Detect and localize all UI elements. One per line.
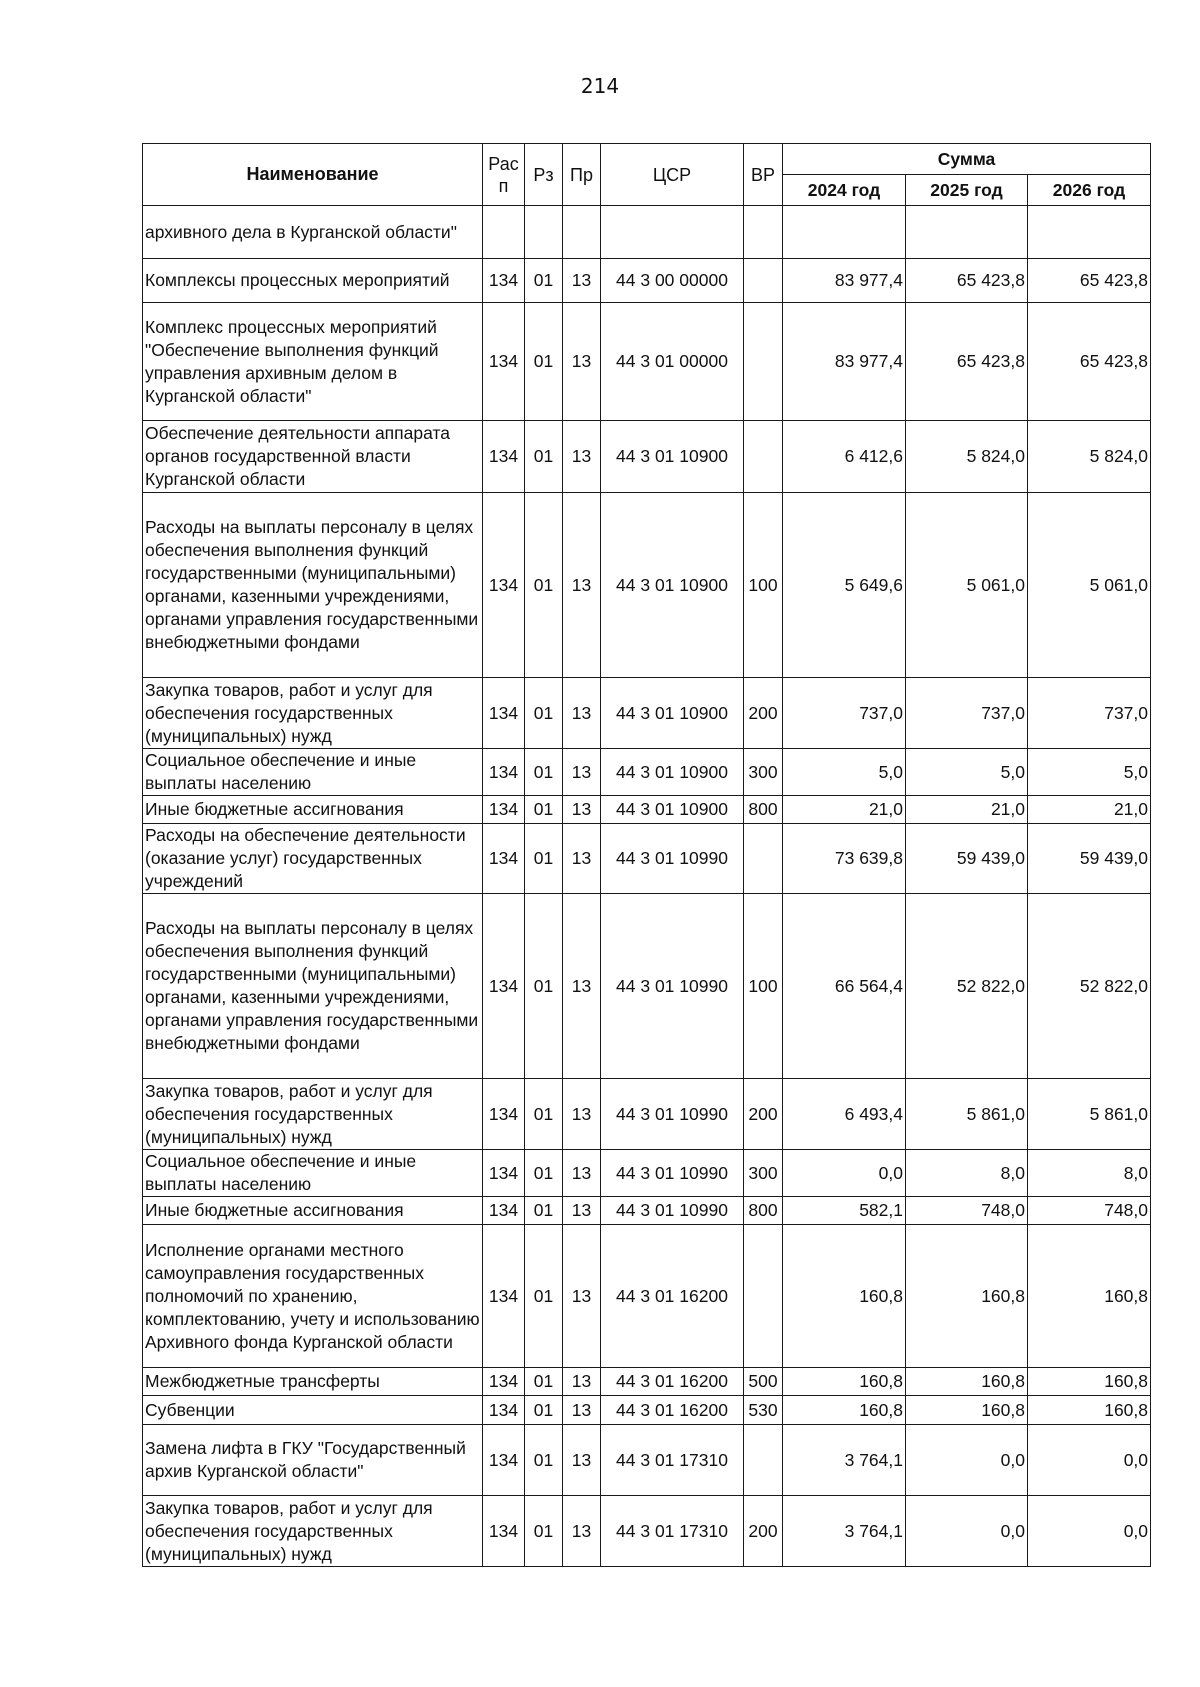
row-amount-2024: 3 764,1 (783, 1496, 906, 1567)
row-amount-2024: 83 977,4 (783, 303, 906, 421)
row-name: Исполнение органами местного самоуправления государственных полномочий по хранению, комплектованию, учету и использованию Архивного фонда Курганской области (143, 1225, 483, 1368)
row-amount-2025: 65 423,8 (906, 259, 1028, 303)
row-amount-2024: 21,0 (783, 796, 906, 824)
table-row (143, 493, 1151, 678)
row-csr: 44 3 00 00000 (601, 259, 744, 303)
row-pr: 13 (563, 1425, 601, 1496)
row-name: Обеспечение деятельности аппарата органов государственной власти Курганской области (143, 421, 483, 493)
row-amount-2025: 160,8 (906, 1368, 1028, 1396)
row-rz: 01 (525, 678, 563, 749)
row-amount-2024: 582,1 (783, 1197, 906, 1225)
row-vr: 200 (744, 1079, 783, 1150)
row-pr: 13 (563, 1368, 601, 1396)
row-name: Социальное обеспечение и иные выплаты населению (143, 1150, 483, 1197)
row-rz: 01 (525, 1496, 563, 1567)
table-row (143, 1225, 1151, 1368)
row-rasp: 134 (483, 421, 525, 493)
table-row (143, 1496, 1151, 1567)
row-name: Комплекс процессных мероприятий "Обеспечение выполнения функций управления архивным делом в Курганской области" (143, 303, 483, 421)
row-name: Закупка товаров, работ и услуг для обеспечения государственных (муниципальных) нужд (143, 678, 483, 749)
table-row (143, 678, 1151, 749)
row-amount-2024: 160,8 (783, 1225, 906, 1368)
row-amount-2025: 160,8 (906, 1225, 1028, 1368)
row-amount-2024: 5,0 (783, 749, 906, 796)
row-rasp: 134 (483, 1425, 525, 1496)
table-row (143, 1197, 1151, 1225)
row-amount-2024: 73 639,8 (783, 824, 906, 894)
row-rz: 01 (525, 1368, 563, 1396)
row-rasp: 134 (483, 824, 525, 894)
row-rasp: 134 (483, 1225, 525, 1368)
row-rz: 01 (525, 1150, 563, 1197)
row-csr (601, 206, 744, 259)
row-rasp: 134 (483, 678, 525, 749)
row-csr: 44 3 01 00000 (601, 303, 744, 421)
row-pr: 13 (563, 421, 601, 493)
row-amount-2026: 65 423,8 (1028, 303, 1151, 421)
header-csr: ЦСР (601, 144, 744, 206)
row-amount-2026: 737,0 (1028, 678, 1151, 749)
row-amount-2026 (1028, 206, 1151, 259)
row-rasp: 134 (483, 1197, 525, 1225)
row-csr: 44 3 01 10900 (601, 796, 744, 824)
row-rz: 01 (525, 1197, 563, 1225)
row-rasp: 134 (483, 1396, 525, 1425)
header-year-2024: 2024 год (783, 175, 906, 206)
row-amount-2024: 0,0 (783, 1150, 906, 1197)
header-name: Наименование (143, 144, 483, 206)
row-vr: 300 (744, 1150, 783, 1197)
row-vr: 300 (744, 749, 783, 796)
row-vr: 200 (744, 1496, 783, 1567)
table-row (143, 1368, 1151, 1396)
row-rasp: 134 (483, 259, 525, 303)
budget-table (142, 143, 1151, 1567)
row-name: Расходы на обеспечение деятельности (оказание услуг) государственных учреждений (143, 824, 483, 894)
row-amount-2026: 52 822,0 (1028, 894, 1151, 1079)
row-rz: 01 (525, 1396, 563, 1425)
table-row (143, 1425, 1151, 1496)
row-rasp (483, 206, 525, 259)
header-year-2025: 2025 год (906, 175, 1028, 206)
row-rasp: 134 (483, 1150, 525, 1197)
row-amount-2025: 59 439,0 (906, 824, 1028, 894)
row-csr: 44 3 01 10990 (601, 824, 744, 894)
header-rasp: Рас п (483, 144, 525, 206)
row-csr: 44 3 01 10900 (601, 678, 744, 749)
row-vr (744, 303, 783, 421)
row-rz: 01 (525, 824, 563, 894)
row-name: Социальное обеспечение и иные выплаты населению (143, 749, 483, 796)
row-amount-2024: 737,0 (783, 678, 906, 749)
page-number: 214 (580, 74, 620, 98)
row-vr (744, 421, 783, 493)
row-amount-2025 (906, 206, 1028, 259)
row-amount-2025: 737,0 (906, 678, 1028, 749)
row-pr: 13 (563, 796, 601, 824)
table-row (143, 303, 1151, 421)
row-name: архивного дела в Курганской области" (143, 206, 483, 259)
row-rasp: 134 (483, 1079, 525, 1150)
row-amount-2024: 160,8 (783, 1368, 906, 1396)
row-amount-2024: 6 493,4 (783, 1079, 906, 1150)
row-pr: 13 (563, 1079, 601, 1150)
row-amount-2025: 65 423,8 (906, 303, 1028, 421)
row-pr: 13 (563, 894, 601, 1079)
row-amount-2025: 0,0 (906, 1425, 1028, 1496)
row-csr: 44 3 01 10900 (601, 421, 744, 493)
table-row (143, 206, 1151, 259)
header-sum: Сумма (783, 144, 1151, 175)
row-name: Комплексы процессных мероприятий (143, 259, 483, 303)
row-rasp: 134 (483, 749, 525, 796)
row-pr (563, 206, 601, 259)
row-csr: 44 3 01 16200 (601, 1225, 744, 1368)
row-csr: 44 3 01 10900 (601, 749, 744, 796)
row-amount-2026: 160,8 (1028, 1225, 1151, 1368)
row-csr: 44 3 01 10900 (601, 493, 744, 678)
row-csr: 44 3 01 16200 (601, 1396, 744, 1425)
row-name: Субвенции (143, 1396, 483, 1425)
row-rz: 01 (525, 1079, 563, 1150)
table-row (143, 796, 1151, 824)
row-rasp: 134 (483, 303, 525, 421)
row-rz: 01 (525, 749, 563, 796)
row-amount-2025: 5 061,0 (906, 493, 1028, 678)
row-pr: 13 (563, 1197, 601, 1225)
row-pr: 13 (563, 1225, 601, 1368)
row-name: Закупка товаров, работ и услуг для обеспечения государственных (муниципальных) нужд (143, 1496, 483, 1567)
row-amount-2025: 8,0 (906, 1150, 1028, 1197)
row-name: Расходы на выплаты персоналу в целях обеспечения выполнения функций государственными (муниципальными) органами, казенными учреждениями, органами управления государственными внебюджетными фондами (143, 493, 483, 678)
row-csr: 44 3 01 17310 (601, 1425, 744, 1496)
row-pr: 13 (563, 1150, 601, 1197)
row-rz: 01 (525, 421, 563, 493)
row-csr: 44 3 01 10990 (601, 1079, 744, 1150)
header-year-2026: 2026 год (1028, 175, 1151, 206)
row-pr: 13 (563, 749, 601, 796)
row-rasp: 134 (483, 796, 525, 824)
row-amount-2024: 83 977,4 (783, 259, 906, 303)
row-amount-2026: 5 061,0 (1028, 493, 1151, 678)
row-amount-2026: 0,0 (1028, 1496, 1151, 1567)
row-name: Иные бюджетные ассигнования (143, 1197, 483, 1225)
table-row (143, 1079, 1151, 1150)
row-vr (744, 259, 783, 303)
row-vr (744, 206, 783, 259)
table-row (143, 824, 1151, 894)
row-amount-2026: 5,0 (1028, 749, 1151, 796)
row-name: Расходы на выплаты персоналу в целях обеспечения выполнения функций государственными (муниципальными) органами, казенными учреждениями, органами управления государственными внебюджетными фондами (143, 894, 483, 1079)
row-amount-2026: 5 824,0 (1028, 421, 1151, 493)
row-amount-2025: 5 824,0 (906, 421, 1028, 493)
row-amount-2026: 160,8 (1028, 1368, 1151, 1396)
header-pr: Пр (563, 144, 601, 206)
row-rz: 01 (525, 1425, 563, 1496)
row-amount-2025: 5 861,0 (906, 1079, 1028, 1150)
header-rz: Рз (525, 144, 563, 206)
row-amount-2024 (783, 206, 906, 259)
row-rz: 01 (525, 493, 563, 678)
row-rz: 01 (525, 1225, 563, 1368)
table-row (143, 421, 1151, 493)
row-csr: 44 3 01 10990 (601, 894, 744, 1079)
row-rz: 01 (525, 303, 563, 421)
row-amount-2026: 160,8 (1028, 1396, 1151, 1425)
row-amount-2025: 5,0 (906, 749, 1028, 796)
row-amount-2024: 3 764,1 (783, 1425, 906, 1496)
row-rz: 01 (525, 894, 563, 1079)
row-vr: 800 (744, 796, 783, 824)
row-vr (744, 1225, 783, 1368)
row-pr: 13 (563, 678, 601, 749)
table-row (143, 1150, 1151, 1197)
row-amount-2026: 5 861,0 (1028, 1079, 1151, 1150)
row-rz (525, 206, 563, 259)
table-row (143, 259, 1151, 303)
row-amount-2024: 6 412,6 (783, 421, 906, 493)
row-csr: 44 3 01 10990 (601, 1150, 744, 1197)
row-amount-2024: 160,8 (783, 1396, 906, 1425)
row-pr: 13 (563, 303, 601, 421)
table-body (143, 206, 1151, 1567)
row-csr: 44 3 01 10990 (601, 1197, 744, 1225)
row-amount-2026: 8,0 (1028, 1150, 1151, 1197)
row-rz: 01 (525, 259, 563, 303)
row-pr: 13 (563, 493, 601, 678)
table-row (143, 894, 1151, 1079)
row-amount-2026: 59 439,0 (1028, 824, 1151, 894)
table-row (143, 1396, 1151, 1425)
row-name: Замена лифта в ГКУ "Государственный архив Курганской области" (143, 1425, 483, 1496)
row-amount-2026: 65 423,8 (1028, 259, 1151, 303)
row-rz: 01 (525, 796, 563, 824)
row-pr: 13 (563, 1396, 601, 1425)
row-amount-2025: 748,0 (906, 1197, 1028, 1225)
row-amount-2024: 5 649,6 (783, 493, 906, 678)
row-rasp: 134 (483, 894, 525, 1079)
row-pr: 13 (563, 259, 601, 303)
row-amount-2025: 160,8 (906, 1396, 1028, 1425)
row-vr: 200 (744, 678, 783, 749)
row-amount-2026: 0,0 (1028, 1425, 1151, 1496)
row-vr: 530 (744, 1396, 783, 1425)
row-rasp: 134 (483, 493, 525, 678)
row-vr: 100 (744, 894, 783, 1079)
header-vr: ВР (744, 144, 783, 206)
row-name: Межбюджетные трансферты (143, 1368, 483, 1396)
row-name: Закупка товаров, работ и услуг для обеспечения государственных (муниципальных) нужд (143, 1079, 483, 1150)
row-csr: 44 3 01 16200 (601, 1368, 744, 1396)
row-amount-2026: 21,0 (1028, 796, 1151, 824)
row-amount-2025: 0,0 (906, 1496, 1028, 1567)
row-rasp: 134 (483, 1496, 525, 1567)
row-name: Иные бюджетные ассигнования (143, 796, 483, 824)
row-csr: 44 3 01 17310 (601, 1496, 744, 1567)
row-rasp: 134 (483, 1368, 525, 1396)
row-vr: 100 (744, 493, 783, 678)
row-vr (744, 824, 783, 894)
row-vr: 800 (744, 1197, 783, 1225)
row-amount-2026: 748,0 (1028, 1197, 1151, 1225)
row-vr (744, 1425, 783, 1496)
row-amount-2024: 66 564,4 (783, 894, 906, 1079)
row-amount-2025: 52 822,0 (906, 894, 1028, 1079)
table-row (143, 749, 1151, 796)
row-pr: 13 (563, 824, 601, 894)
row-vr: 500 (744, 1368, 783, 1396)
row-amount-2025: 21,0 (906, 796, 1028, 824)
row-pr: 13 (563, 1496, 601, 1567)
